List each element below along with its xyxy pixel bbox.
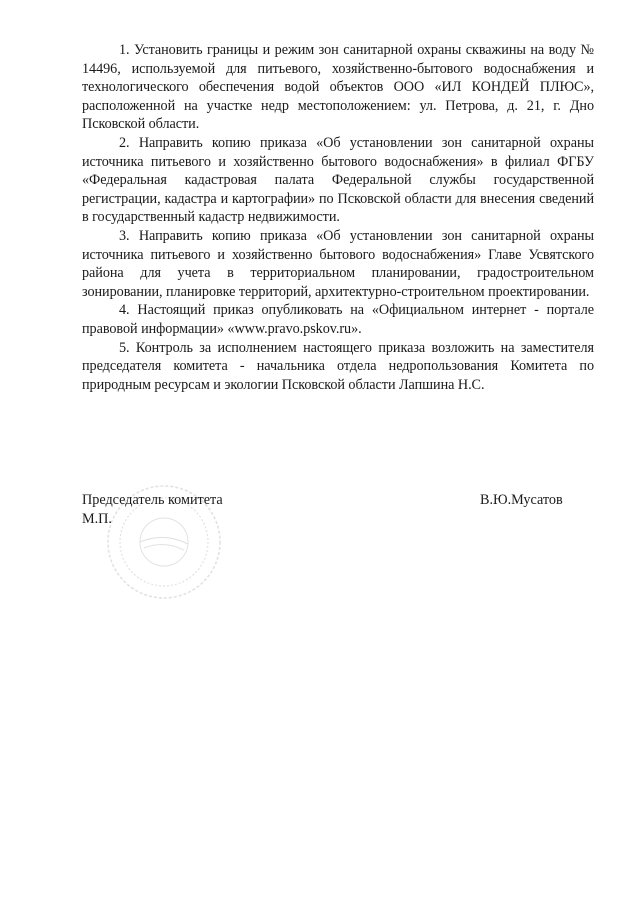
seal-place-mark: М.П. <box>82 511 112 527</box>
order-item-2: 2. Направить копию приказа «Об установлении зон санитарной охраны источника питьевого и хозяйственно бытового водоснабжения» в филиал ФГБУ «Федеральная кадастровая палата Федеральной службы государственной регистрации, кадастра и картографии» по Псковской области для внесения сведений в государственный кадастр недвижимости. <box>82 134 594 226</box>
signatory-name: В.Ю.Мусатов <box>480 492 563 508</box>
signatory-title: Председатель комитета <box>82 492 223 508</box>
order-item-3: 3. Направить копию приказа «Об установлении зон санитарной охраны источника питьевого и хозяйственно бытового водоснабжения» Главе Усвятского района для учета в территориальном планировании, градостроительном зонировании, планировке территорий, архитектурно-строительном проектировании. <box>82 227 594 300</box>
order-item-4: 4. Настоящий приказ опубликовать на «Официальном интернет - портале правовой информации» «www.pravo.pskov.ru». <box>82 302 594 337</box>
order-body <box>82 41 594 394</box>
order-item-5: 5. Контроль за исполнением настоящего приказа возложить на заместителя председателя комитета - начальника отдела недропользования Комитета по природным ресурсам и экологии Псковской области Лапшина Н.С. <box>82 339 594 393</box>
order-item-1: 1. Установить границы и режим зон санитарной охраны скважины на воду № 14496, используемой для питьевого, хозяйственно-бытового водоснабжения и технологического обеспечения водой объектов ООО «ИЛ КОНДЕЙ ПЛЮС», расположенной на участке недр местоположением: ул. Петрова, д. 21, г. Дно Псковской области. <box>82 42 594 133</box>
